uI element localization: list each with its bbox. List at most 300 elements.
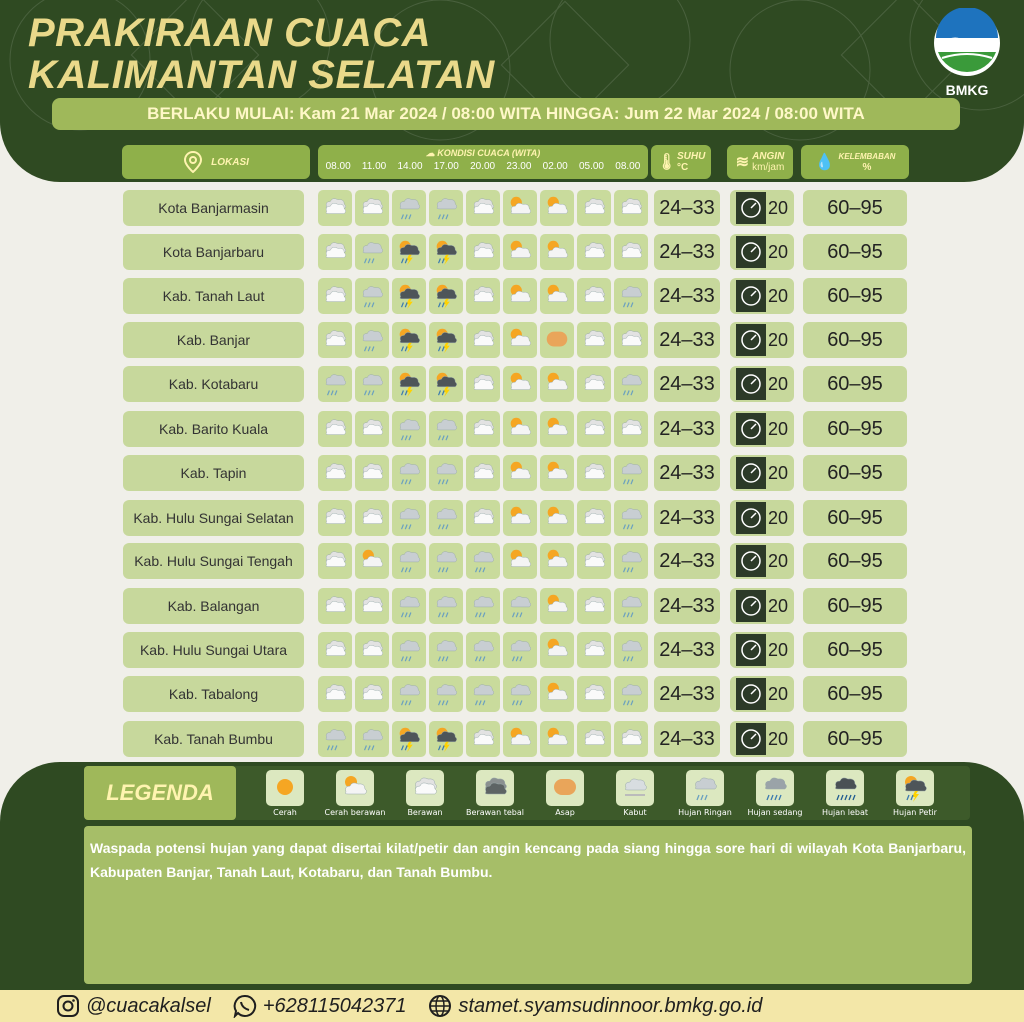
wind-speed: 20	[768, 550, 789, 571]
berawan-icon	[318, 322, 352, 358]
hujan-ringan-icon	[318, 366, 352, 402]
legend-item-label: Berawan	[407, 808, 443, 817]
hujan-ringan-icon	[355, 366, 389, 402]
berawan-icon	[577, 455, 611, 491]
header-angin-unit: km/jam	[752, 162, 785, 173]
legend-item-label: Berawan tebal	[466, 808, 524, 817]
wind	[730, 632, 794, 668]
hujan-ringan-icon	[429, 455, 463, 491]
wind-direction-icon	[736, 280, 766, 312]
legend-item	[460, 770, 530, 817]
instagram-handle: @cuacakalsel	[86, 994, 211, 1017]
cerah-berawan-icon	[540, 543, 574, 579]
wind-direction-icon	[736, 678, 766, 710]
humidity: 60–95	[803, 588, 907, 624]
cerah-berawan-icon	[540, 676, 574, 712]
bmkg-logo-icon	[932, 8, 1002, 78]
wind-speed: 20	[768, 462, 789, 483]
hujan-petir-icon	[896, 770, 934, 806]
berawan-tebal-icon	[476, 770, 514, 806]
hujan-petir-icon	[392, 234, 426, 270]
berawan-icon	[466, 455, 500, 491]
wind-speed: 20	[768, 728, 789, 749]
cerah-berawan-icon	[336, 770, 374, 806]
wind-direction-icon	[736, 502, 766, 534]
temperature: 24–33	[654, 455, 720, 491]
weather-cells	[318, 543, 650, 579]
instagram-icon	[56, 994, 80, 1018]
logo-text: BMKG	[945, 82, 989, 98]
legend-item-label: Hujan Petir	[893, 808, 937, 817]
wind-direction-icon	[736, 545, 766, 577]
location-name: Kab. Banjar	[123, 322, 304, 358]
table-row	[0, 366, 1024, 404]
humidity: 60–95	[803, 676, 907, 712]
asap-icon	[540, 322, 574, 358]
hujan-ringan-icon	[429, 676, 463, 712]
hujan-ringan-icon	[686, 770, 724, 806]
hujan-ringan-icon	[614, 455, 648, 491]
berawan-icon	[614, 721, 648, 757]
hujan-ringan-icon	[429, 632, 463, 668]
table-row	[0, 455, 1024, 493]
location-name: Kab. Tapin	[123, 455, 304, 491]
legend-item-label: Asap	[555, 808, 575, 817]
hujan-ringan-icon	[429, 411, 463, 447]
berawan-icon	[406, 770, 444, 806]
hujan-ringan-icon	[355, 721, 389, 757]
hujan-ringan-icon	[503, 588, 537, 624]
berawan-icon	[577, 543, 611, 579]
hujan-ringan-icon	[466, 632, 500, 668]
wind	[730, 543, 794, 579]
berawan-icon	[318, 278, 352, 314]
wind	[730, 411, 794, 447]
berawan-icon	[466, 500, 500, 536]
location-name: Kab. Kotabaru	[123, 366, 304, 402]
bmkg-logo	[930, 8, 1004, 100]
legend-item	[530, 770, 600, 817]
wind-speed: 20	[768, 639, 789, 660]
location-name: Kab. Hulu Sungai Selatan	[123, 500, 304, 536]
wind	[730, 322, 794, 358]
humidity: 60–95	[803, 455, 907, 491]
hujan-ringan-icon	[503, 676, 537, 712]
weather-cells	[318, 676, 650, 712]
cerah-berawan-icon	[503, 322, 537, 358]
wind-direction-icon	[736, 413, 766, 445]
hujan-ringan-icon	[466, 543, 500, 579]
legend-item	[600, 770, 670, 817]
legend-item	[740, 770, 810, 817]
time-label: 17.00	[433, 161, 459, 172]
hujan-ringan-icon	[614, 676, 648, 712]
location-name: Kab. Balangan	[123, 588, 304, 624]
berawan-icon	[614, 234, 648, 270]
wind-speed: 20	[768, 329, 789, 350]
wind-direction-icon	[736, 236, 766, 268]
berawan-icon	[355, 676, 389, 712]
time-label: 05.00	[578, 161, 604, 172]
wind	[730, 455, 794, 491]
humidity: 60–95	[803, 632, 907, 668]
location-name: Kab. Tabalong	[123, 676, 304, 712]
wind	[730, 588, 794, 624]
temperature: 24–33	[654, 366, 720, 402]
table-row	[0, 588, 1024, 626]
location-name: Kab. Tanah Bumbu	[123, 721, 304, 757]
wind-direction-icon	[736, 590, 766, 622]
temperature: 24–33	[654, 676, 720, 712]
wind-speed: 20	[768, 683, 789, 704]
wind	[730, 676, 794, 712]
droplet-icon: 💧	[814, 154, 835, 171]
humidity: 60–95	[803, 234, 907, 270]
warning-note: Waspada potensi hujan yang dapat disertai kilat/petir dan angin kencang pada siang hingga sore hari di wilayah Kota Banjarbaru, Kabupaten Banjar, Tanah Laut, Kotabaru, dan Tanah Bumbu.	[84, 826, 972, 984]
table-row	[0, 543, 1024, 581]
berawan-icon	[355, 500, 389, 536]
hujan-ringan-icon	[503, 632, 537, 668]
wind-icon: ≋	[735, 154, 750, 171]
whatsapp-number: +628115042371	[262, 994, 407, 1017]
footer	[0, 990, 1024, 1022]
temperature: 24–33	[654, 721, 720, 757]
wind	[730, 278, 794, 314]
berawan-icon	[466, 366, 500, 402]
temperature: 24–33	[654, 543, 720, 579]
temperature: 24–33	[654, 190, 720, 226]
wind	[730, 234, 794, 270]
temperature: 24–33	[654, 322, 720, 358]
time-label: 14.00	[397, 161, 423, 172]
hujan-ringan-icon	[614, 366, 648, 402]
temperature: 24–33	[654, 278, 720, 314]
location-name: Kab. Hulu Sungai Utara	[123, 632, 304, 668]
hujan-ringan-icon	[429, 190, 463, 226]
time-label: 08.00	[325, 161, 351, 172]
weather-cells	[318, 721, 650, 757]
wind	[730, 500, 794, 536]
temperature: 24–33	[654, 500, 720, 536]
hujan-ringan-icon	[429, 543, 463, 579]
berawan-icon	[577, 676, 611, 712]
legend-items	[250, 770, 950, 817]
legend-item-label: Cerah berawan	[324, 808, 386, 817]
wind	[730, 190, 794, 226]
header-kondisi-label: KONDISI CUACA (WITA)	[437, 148, 541, 158]
hujan-ringan-icon	[392, 455, 426, 491]
cerah-icon	[266, 770, 304, 806]
table-row	[0, 278, 1024, 316]
cerah-berawan-icon	[540, 455, 574, 491]
berawan-icon	[577, 322, 611, 358]
hujan-ringan-icon	[614, 278, 648, 314]
hujan-ringan-icon	[392, 632, 426, 668]
table-row	[0, 500, 1024, 538]
cerah-berawan-icon	[503, 455, 537, 491]
hujan-petir-icon	[429, 322, 463, 358]
cerah-berawan-icon	[503, 278, 537, 314]
cerah-berawan-icon	[503, 190, 537, 226]
wind-speed: 20	[768, 373, 789, 394]
humidity: 60–95	[803, 278, 907, 314]
temperature: 24–33	[654, 632, 720, 668]
cerah-berawan-icon	[540, 721, 574, 757]
humidity: 60–95	[803, 411, 907, 447]
humidity: 60–95	[803, 190, 907, 226]
table-row	[0, 632, 1024, 670]
wind-speed: 20	[768, 595, 789, 616]
header-suhu-unit: °C	[676, 162, 689, 173]
berawan-icon	[318, 543, 352, 579]
cloud-icon: ☁	[425, 148, 435, 158]
weather-cells	[318, 588, 650, 624]
berawan-icon	[318, 455, 352, 491]
table-row	[0, 234, 1024, 272]
title-line-2: KALIMANTAN SELATAN	[28, 53, 495, 97]
berawan-icon	[355, 588, 389, 624]
legend-item	[320, 770, 390, 817]
berawan-icon	[318, 676, 352, 712]
location-name: Kota Banjarbaru	[123, 234, 304, 270]
berawan-icon	[355, 190, 389, 226]
berawan-icon	[466, 234, 500, 270]
berawan-icon	[318, 588, 352, 624]
weather-cells	[318, 455, 650, 491]
wind-speed: 20	[768, 285, 789, 306]
hujan-ringan-icon	[318, 721, 352, 757]
berawan-icon	[318, 411, 352, 447]
berawan-icon	[577, 190, 611, 226]
temperature: 24–33	[654, 411, 720, 447]
time-label: 20.00	[470, 161, 496, 172]
weather-cells	[318, 366, 650, 402]
time-label: 23.00	[506, 161, 532, 172]
berawan-icon	[614, 190, 648, 226]
berawan-icon	[577, 234, 611, 270]
weather-cells	[318, 278, 650, 314]
wind	[730, 721, 794, 757]
legend-item	[810, 770, 880, 817]
website-url: stamet.syamsudinnoor.bmkg.go.id	[458, 994, 763, 1017]
hujan-ringan-icon	[466, 588, 500, 624]
berawan-icon	[577, 721, 611, 757]
table-row	[0, 411, 1024, 449]
humidity: 60–95	[803, 366, 907, 402]
hujan-ringan-icon	[614, 500, 648, 536]
berawan-icon	[466, 278, 500, 314]
legend-item-label: Hujan Ringan	[678, 808, 732, 817]
footer-website[interactable]	[428, 994, 762, 1018]
page-title	[28, 12, 495, 96]
wind-direction-icon	[736, 192, 766, 224]
wind-speed: 20	[768, 507, 789, 528]
wind-direction-icon	[736, 634, 766, 666]
legend-item-label: Hujan sedang	[747, 808, 803, 817]
header-angin-label: ANGIN	[752, 151, 785, 162]
berawan-icon	[466, 411, 500, 447]
hujan-ringan-icon	[392, 411, 426, 447]
hujan-ringan-icon	[614, 588, 648, 624]
hujan-ringan-icon	[429, 500, 463, 536]
hujan-ringan-icon	[614, 543, 648, 579]
berawan-icon	[318, 234, 352, 270]
berawan-icon	[614, 411, 648, 447]
hujan-ringan-icon	[392, 543, 426, 579]
wind-direction-icon	[736, 723, 766, 755]
whatsapp-icon	[233, 994, 257, 1018]
header-panel	[0, 0, 1024, 182]
header-suhu	[651, 145, 711, 179]
humidity: 60–95	[803, 322, 907, 358]
hujan-lebat-icon	[826, 770, 864, 806]
berawan-icon	[318, 190, 352, 226]
weather-cells	[318, 322, 650, 358]
cerah-berawan-icon	[503, 234, 537, 270]
weather-cells	[318, 411, 650, 447]
humidity: 60–95	[803, 500, 907, 536]
berawan-icon	[466, 322, 500, 358]
header-suhu-label: SUHU	[676, 151, 706, 162]
cerah-berawan-icon	[540, 366, 574, 402]
legend-panel	[0, 762, 1024, 990]
wind-speed: 20	[768, 241, 789, 262]
cerah-berawan-icon	[355, 543, 389, 579]
asap-icon	[546, 770, 584, 806]
header-kelembaban	[801, 145, 909, 179]
hujan-ringan-icon	[392, 190, 426, 226]
berawan-icon	[318, 500, 352, 536]
cerah-berawan-icon	[540, 234, 574, 270]
footer-instagram[interactable]	[56, 994, 211, 1018]
footer-whatsapp[interactable]	[233, 994, 407, 1018]
time-label: 02.00	[542, 161, 568, 172]
berawan-icon	[577, 632, 611, 668]
time-label: 08.00	[615, 161, 641, 172]
legend-title: LEGENDA	[84, 766, 236, 820]
cerah-berawan-icon	[540, 632, 574, 668]
wind-speed: 20	[768, 197, 789, 218]
berawan-icon	[355, 632, 389, 668]
wind-direction-icon	[736, 368, 766, 400]
header-kondisi	[318, 145, 648, 179]
hujan-ringan-icon	[355, 322, 389, 358]
humidity: 60–95	[803, 721, 907, 757]
header-lokasi	[122, 145, 310, 179]
legend-item-label: Hujan lebat	[821, 808, 869, 817]
temperature: 24–33	[654, 234, 720, 270]
berawan-icon	[577, 500, 611, 536]
location-name: Kab. Barito Kuala	[123, 411, 304, 447]
globe-icon	[428, 994, 452, 1018]
cerah-berawan-icon	[503, 411, 537, 447]
legend-item	[670, 770, 740, 817]
table-row	[0, 721, 1024, 759]
berawan-icon	[614, 322, 648, 358]
cerah-berawan-icon	[503, 366, 537, 402]
berawan-icon	[577, 411, 611, 447]
weather-cells	[318, 632, 650, 668]
hujan-ringan-icon	[466, 676, 500, 712]
hujan-sedang-icon	[756, 770, 794, 806]
table-row	[0, 676, 1024, 714]
hujan-petir-icon	[392, 278, 426, 314]
berawan-icon	[466, 190, 500, 226]
hujan-ringan-icon	[614, 632, 648, 668]
hujan-petir-icon	[429, 278, 463, 314]
hujan-ringan-icon	[355, 278, 389, 314]
hujan-ringan-icon	[392, 588, 426, 624]
berawan-icon	[577, 366, 611, 402]
header-kelembaban-unit: %	[862, 162, 872, 173]
header-kelembaban-label: KELEMBABAN	[838, 152, 896, 161]
berawan-icon	[577, 588, 611, 624]
hujan-petir-icon	[392, 721, 426, 757]
cerah-berawan-icon	[540, 411, 574, 447]
legend-item-label: Cerah	[273, 808, 297, 817]
hujan-petir-icon	[392, 366, 426, 402]
humidity: 60–95	[803, 543, 907, 579]
cerah-berawan-icon	[540, 500, 574, 536]
validity-bar: BERLAKU MULAI: Kam 21 Mar 2024 / 08:00 WITA HINGGA: Jum 22 Mar 2024 / 08:00 WITA	[52, 98, 960, 130]
cerah-berawan-icon	[540, 278, 574, 314]
berawan-icon	[355, 455, 389, 491]
wind-direction-icon	[736, 324, 766, 356]
hujan-petir-icon	[392, 322, 426, 358]
hujan-ringan-icon	[429, 588, 463, 624]
wind-direction-icon	[736, 457, 766, 489]
weather-cells	[318, 500, 650, 536]
wind-speed: 20	[768, 418, 789, 439]
table-row	[0, 190, 1024, 228]
legend-item-label: Kabut	[623, 808, 647, 817]
weather-cells	[318, 190, 650, 226]
temperature: 24–33	[654, 588, 720, 624]
cerah-berawan-icon	[503, 721, 537, 757]
cerah-berawan-icon	[540, 190, 574, 226]
legend-item	[250, 770, 320, 817]
berawan-icon	[355, 411, 389, 447]
time-label: 11.00	[361, 161, 387, 172]
location-name: Kab. Hulu Sungai Tengah	[123, 543, 304, 579]
hujan-petir-icon	[429, 366, 463, 402]
location-name: Kota Banjarmasin	[123, 190, 304, 226]
hujan-ringan-icon	[392, 676, 426, 712]
thermometer-icon: 🌡	[656, 154, 677, 171]
berawan-icon	[318, 632, 352, 668]
header-angin	[727, 145, 793, 179]
location-pin-icon	[183, 151, 203, 173]
legend-item	[390, 770, 460, 817]
cerah-berawan-icon	[540, 588, 574, 624]
legend-bar	[84, 766, 970, 820]
hujan-ringan-icon	[392, 500, 426, 536]
hujan-petir-icon	[429, 234, 463, 270]
cerah-berawan-icon	[503, 543, 537, 579]
table-row	[0, 322, 1024, 360]
location-name: Kab. Tanah Laut	[123, 278, 304, 314]
kabut-icon	[616, 770, 654, 806]
header-times	[318, 159, 648, 172]
hujan-ringan-icon	[355, 234, 389, 270]
title-line-1: PRAKIRAAN CUACA	[28, 11, 432, 55]
hujan-petir-icon	[429, 721, 463, 757]
wind	[730, 366, 794, 402]
legend-item	[880, 770, 950, 817]
berawan-icon	[466, 721, 500, 757]
cerah-berawan-icon	[503, 500, 537, 536]
berawan-icon	[577, 278, 611, 314]
